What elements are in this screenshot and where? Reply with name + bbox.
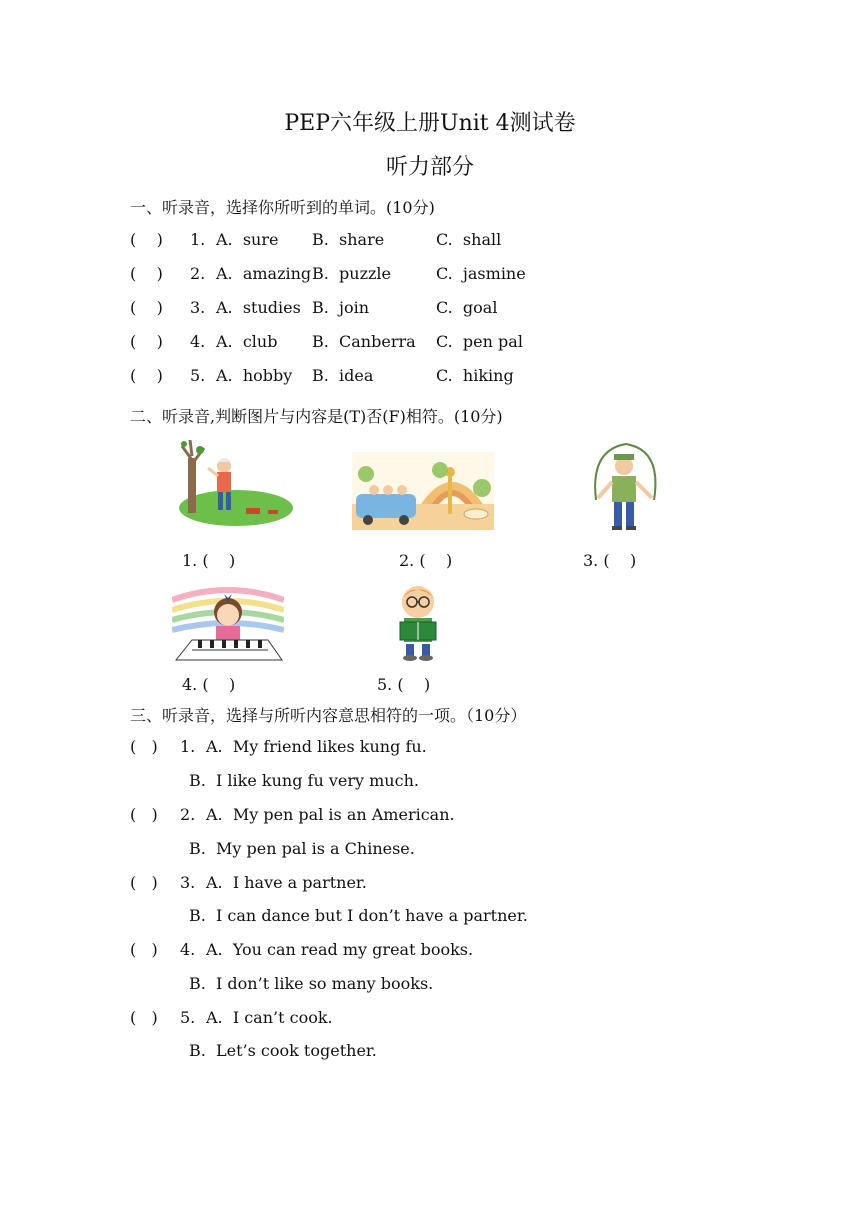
question-row [130,366,514,388]
question-number: 4. [190,332,206,351]
answer-blank[interactable]: ( ) [130,332,163,351]
question-number: 1. [190,230,206,249]
option-a: A. studies [216,298,301,317]
question-number: 2. [190,264,206,283]
option-c: C. shall [436,230,502,249]
page-title: PEP六年级上册Unit 4测试卷 [284,111,576,136]
question-row [130,264,526,286]
answer-blank[interactable]: ( ) [130,230,163,249]
question-row [130,230,502,252]
question-number: 3. [180,873,196,892]
option-b: B. I can dance but I don’t have a partner. [189,906,528,925]
picture-answer-3[interactable]: 3. ( ) [583,551,637,570]
option-a: A. I have a partner. [206,873,367,892]
option-b: B. puzzle [312,264,392,283]
section1-heading: 一、听录音，选择你所听到的单词。(10分) [130,198,435,217]
question-number: 4. [180,940,196,959]
question-number: 1. [180,737,196,756]
page-subtitle: 听力部分 [385,155,474,180]
option-c: C. goal [436,298,498,317]
picture-answer-5[interactable]: 5. ( ) [377,675,431,694]
option-a: A. hobby [216,366,293,385]
question-number: 5. [180,1008,196,1027]
zoo-trip-illustration [352,452,494,530]
gardening-illustration [176,438,294,528]
question-row [130,1008,333,1030]
answer-blank[interactable]: ( ) [130,264,163,283]
question-number: 5. [190,366,206,385]
option-a: A. I can’t cook. [206,1008,333,1027]
answer-blank[interactable]: ( ) [130,940,158,959]
question-number: 2. [180,805,196,824]
picture-answer-1[interactable]: 1. ( ) [182,551,236,570]
question-row [130,332,523,354]
question-row [130,940,474,962]
option-a: A. My pen pal is an American. [206,805,455,824]
option-c: C. hiking [436,366,514,385]
piano-girl-illustration [172,580,284,662]
option-c: C. pen pal [436,332,523,351]
picture-answer-2[interactable]: 2. ( ) [399,551,453,570]
answer-blank[interactable]: ( ) [130,805,158,824]
picture-answer-4[interactable]: 4. ( ) [182,675,236,694]
option-b: B. Let’s cook together. [189,1041,377,1060]
question-row [130,298,498,320]
jump-rope-illustration [586,440,664,532]
reading-boy-illustration [390,582,446,662]
option-a: A. club [216,332,278,351]
answer-blank[interactable]: ( ) [130,1008,158,1027]
question-number: 3. [190,298,206,317]
option-b: B. share [312,230,385,249]
answer-blank[interactable]: ( ) [130,366,163,385]
option-a: A. My friend likes kung fu. [206,737,427,756]
answer-blank[interactable]: ( ) [130,298,163,317]
option-a: A. amazing [216,264,312,283]
option-b: B. My pen pal is a Chinese. [189,839,415,858]
option-a: A. sure [216,230,279,249]
option-b: B. I don’t like so many books. [189,974,434,993]
question-row [130,873,367,895]
section3-heading: 三、听录音，选择与所听内容意思相符的一项。（10分） [130,706,527,725]
section2-heading: 二、听录音,判断图片与内容是(T)否(F)相符。(10分) [130,407,503,426]
question-row [130,805,455,827]
option-c: C. jasmine [436,264,526,283]
option-b: B. idea [312,366,374,385]
option-b: B. Canberra [312,332,416,351]
answer-blank[interactable]: ( ) [130,873,158,892]
answer-blank[interactable]: ( ) [130,737,158,756]
option-b: B. join [312,298,370,317]
option-a: A. You can read my great books. [206,940,474,959]
question-row [130,737,427,759]
option-b: B. I like kung fu very much. [189,771,419,790]
